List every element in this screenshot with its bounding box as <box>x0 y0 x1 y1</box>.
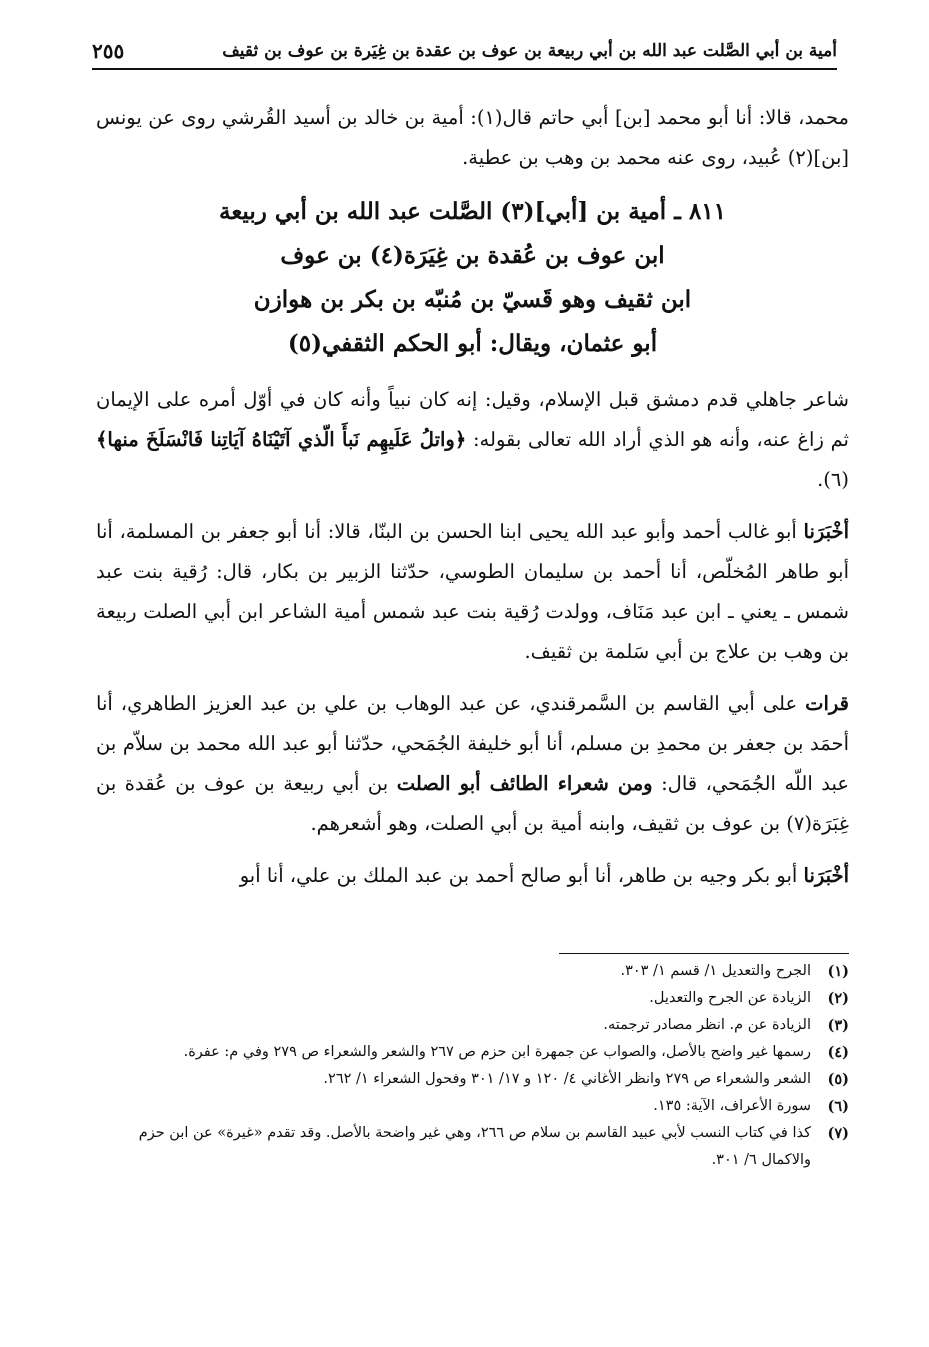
footnote-item <box>96 1093 849 1120</box>
footnote-number: (٢) <box>827 990 849 1007</box>
narration-text: أبو غالب أحمد وأبو عبد الله يحيى ابنا الحسن بن البنّا، قالا: أنا أبو جعفر بن المسلمة، أنا أبو طاهر المُخلّص، أنا أحمد بن سليمان الطوسي، حدّثنا الزبير بن بكار، قال: رُقية بنت عبد شمس ـ يعني ـ ابن عبد مَنَاف، وولدت رُقية بنت عبد شمس أمية الشاعر ابن أبي الصلت ربيعة بن وهب بن علاج بن أبي سَلمة بن ثقيف. <box>96 520 849 663</box>
narration-lead-word: أخْبَرَنا <box>803 864 849 887</box>
narration-lead-word: قرات <box>805 692 849 715</box>
footnote-number: (٦) <box>827 1098 849 1115</box>
footnote-text: الزيادة عن م. انظر مصادر ترجمته. <box>603 1017 811 1033</box>
entry-title-line-4: أبو عثمان، ويقال: أبو الحكم الثقفي(٥) <box>287 330 658 357</box>
intro-paragraph: محمد، قالا: أنا أبو محمد [بن] أبي حاتم قال(١): أمية بن خالد بن أسيد القُرشي روى عن يونس [بن](٢) عُبيد، روى عنه محمد بن وهب بن عطية. <box>96 106 849 169</box>
narration-highlight: ومن شعراء الطائف أبو الصلت <box>396 772 653 795</box>
footnote-text: الشعر والشعراء ص ٢٧٩ وانظر الأغاني ٤/ ١٢٠ و ١٧/ ٣٠١ وفحول الشعراء ١/ ٢٦٢. <box>323 1071 811 1087</box>
quran-quote: ﴿واتلُ عَلَيهِم نَبأَ الّذي آتَيْنَاهُ آيَاتِنا فَانْسَلَخَ منها﴾ <box>96 428 467 451</box>
footnote-item <box>96 985 849 1012</box>
footnote-text: رسمها غير واضح بالأصل، والصواب عن جمهرة ابن حزم ص ٢٦٧ والشعر والشعراء ص ٢٧٩ وفي م: عفرة. <box>183 1044 811 1060</box>
narration-text: أبو بكر وجيه بن طاهر، أنا أبو صالح أحمد بن عبد الملك بن علي، أنا أبو <box>239 864 804 887</box>
footnote-item <box>96 1039 849 1066</box>
narration-text: على أبي القاسم بن السَّمرقندي، عن عبد الوهاب بن علي بن عبد العزيز الطاهري، أنا أحمَد بن جعفر بن محمدِ بن مسلم، أنا أبو خليفة الجُمَحي، حدّثنا أبو عبد الله محمد بن سلاّم بن عبد اللّه الجُمَحي، قال: <box>96 692 849 795</box>
footnote-number: (٣) <box>827 1017 849 1034</box>
page-header <box>92 28 837 70</box>
footnote-number: (٤) <box>827 1044 849 1061</box>
biography-paragraph <box>96 380 849 500</box>
narration-paragraph-2 <box>96 684 849 844</box>
biography-text: شاعر جاهلي قدم دمشق قبل الإسلام، وقيل: إنه كان نبياً وأنه كان في أوّل أمره على الإيمان ثم زاغ عنه، وأنه هو الذي أراد الله تعالى بقوله: <box>96 388 849 451</box>
footnote-number: (٥) <box>827 1071 849 1088</box>
running-title: أمية بن أبي الصَّلت عبد الله بن أبي ربيعة بن عوف بن عقدة بن غِيَرة بن عوف بن ثقيف <box>222 41 837 61</box>
biography-footnote-ref: (٦). <box>817 468 849 491</box>
footnote-text: كذا في كتاب النسب لأبي عبيد القاسم بن سلام ص ٢٦٦، وهي غير واضحة بالأصل. وقد تقدم «غيرة» عن ابن حزم والاكمال ٦/ ٣٠١. <box>138 1125 811 1168</box>
footnote-text: سورة الأعراف، الآية: ١٣٥. <box>653 1098 811 1114</box>
footnote-divider <box>559 953 849 954</box>
footnote-text: الزيادة عن الجرح والتعديل. <box>649 990 811 1006</box>
footnote-item <box>96 1066 849 1093</box>
footnote-item <box>96 1012 849 1039</box>
footnote-item <box>96 958 849 985</box>
footnote-text: الجرح والتعديل ١/ قسم ١/ ٣٠٣. <box>620 963 811 979</box>
narration-lead-word: أخْبَرَنا <box>803 520 849 543</box>
main-text <box>96 98 849 896</box>
entry-title-line-1: ٨١١ ـ أمية بن [أبي](٣) الصَّلت عبد الله بن أبي ربيعة <box>219 198 726 225</box>
entry-title <box>96 190 849 366</box>
entry-title-line-3: ابن ثقيف وهو قَسيّ بن مُنبّه بن بكر بن هوازن <box>253 286 692 313</box>
page-number: ٢٥٥ <box>92 39 125 63</box>
footnotes-list <box>96 958 849 1174</box>
footnote-number: (١) <box>827 963 849 980</box>
narration-text-continued: بن أبي ربيعة بن عوف بن عُقدة بن غِبَرَة(٧) بن عوف بن ثقيف، وابنه أمية بن أبي الصلت، وهو أشعرهم. <box>96 772 849 835</box>
footnote-item <box>96 1120 849 1174</box>
narration-paragraph-3 <box>96 856 849 896</box>
narration-paragraph-1 <box>96 512 849 672</box>
footnote-number: (٧) <box>827 1125 849 1142</box>
entry-title-line-2: ابن عوف بن عُقدة بن غِيَرَة(٤) بن عوف <box>280 242 665 269</box>
